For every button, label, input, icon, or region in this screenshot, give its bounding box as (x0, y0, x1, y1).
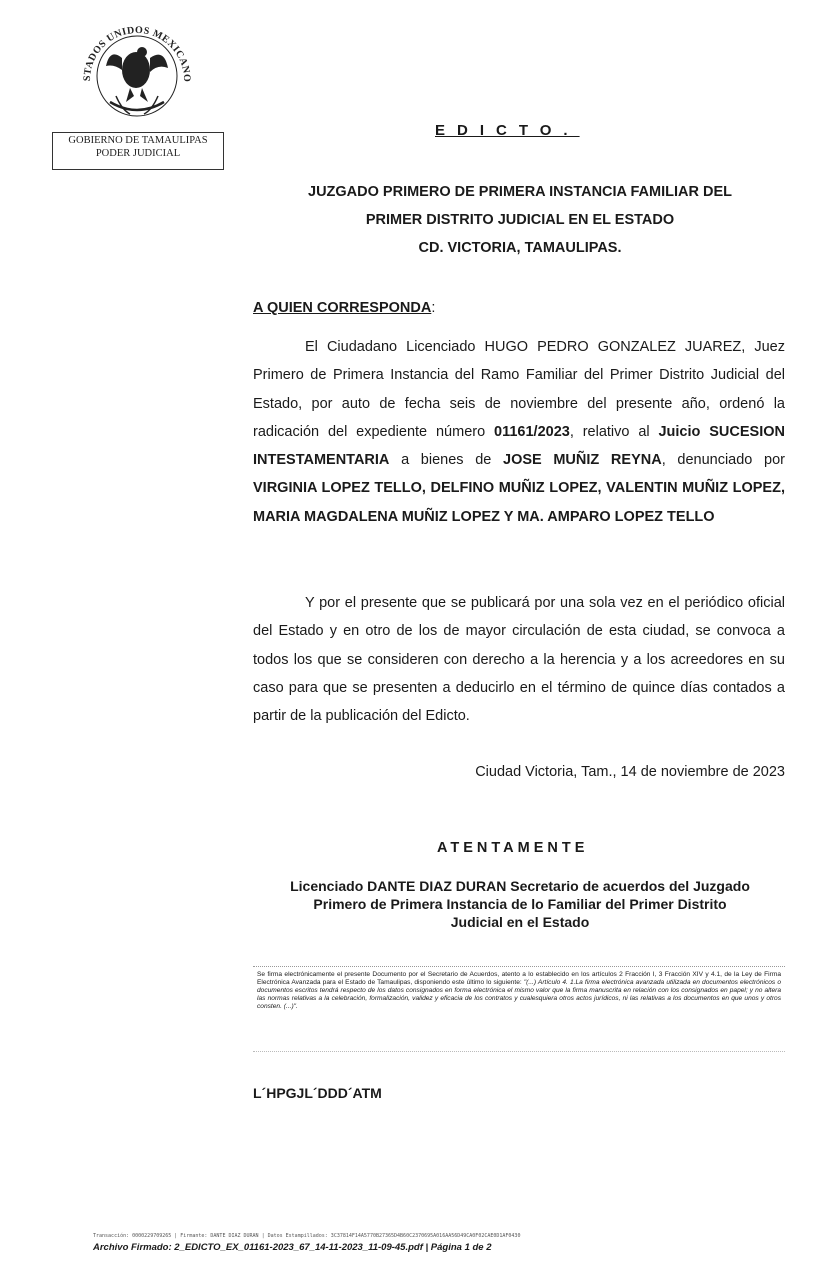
proceeding-type: Juicio SUCESION INTESTAMENTARIA (253, 423, 785, 469)
court-line-1: JUZGADO PRIMERO DE PRIMERA INSTANCIA FAMILIAR DEL (308, 184, 732, 200)
deceased-name: JOSE MUÑIZ REYNA (503, 452, 662, 469)
national-seal (70, 18, 204, 130)
court-heading (250, 178, 790, 262)
signed-file-footer: Archivo Firmado: 2_EDICTO_EX_01161-2023_67_14-11-2023_11-09-45.pdf | Página 1 de 2 (93, 1242, 492, 1253)
court-line-2: PRIMER DISTRITO JUDICIAL EN EL ESTADO (365, 212, 675, 228)
p1-text-b: , relativo al (569, 423, 659, 440)
svg-text:ESTADOS UNIDOS MEXICANOS: STADOS UNIDOS MEXICANO (81, 24, 193, 83)
transaction-line: Transacción: 0000229709265 | Firmante: DANTE DIAZ DURAN | Datos Estampillados: 3C37814F14A5770B27365D4B60C2370695A016AA56D49CA0F02CAE0D1AF0430 (93, 1233, 521, 1239)
p2-text: Y por el presente que se publicará por una sola vez en el periódico oficial del Estado y en otro de los de mayor circulación de esta ciudad, se convoca a todos los que se consideren con derecho a la herencia y a los acreedores en su caso para que se presenten a deducirlo en el término de quince días contados a partir de la publicación del Edicto. (253, 595, 785, 725)
signer-line-1: Licenciado DANTE DIAZ DURAN Secretario de acuerdos del Juzgado (290, 878, 750, 894)
government-name: GOBIERNO DE TAMAULIPAS (68, 135, 208, 146)
place-date: Ciudad Victoria, Tam., 14 de noviembre de 2023 (475, 764, 785, 780)
signer-block (250, 877, 790, 931)
p1-text-c: a bienes de (389, 452, 503, 469)
addressee-text: A QUIEN CORRESPONDA (253, 300, 432, 316)
closing-word: ATENTAMENTE (437, 840, 589, 856)
petitioners: VIRGINIA LOPEZ TELLO, DELFINO MUÑIZ LOPEZ, VALENTIN MUÑIZ LOPEZ, MARIA MAGDALENA MUÑIZ LOPEZ Y MA. AMPARO LOPEZ TELLO (253, 480, 785, 525)
case-number: 01161/2023 (494, 423, 570, 440)
p1-text-d: , denunciado por (661, 452, 785, 469)
signer-line-3: Judicial en el Estado (450, 914, 590, 930)
p1-text-a: El Ciudadano Licenciado HUGO PEDRO GONZALEZ JUAREZ, Juez Primero de Primera Instancia del Ramo Familiar del Primer Distrito Judicial del Estado, por auto de fecha seis de noviembre del presente año, ordenó la radicación del expediente número (253, 339, 785, 440)
document-title: EDICTO. (435, 122, 580, 139)
legal-note-text: Se firma electrónicamente el presente Documento por el Secretario de Acuerdos, atento a lo establecido en los artículos 2 Fracción I, 3 Fracción XIV y 4.1, de la Ley de Firma Electrónica Avanzada para el Estado de Tamaulipas, disponiendo este último lo siguiente: (257, 971, 781, 986)
addressee-colon: : (431, 300, 436, 316)
initials: L´HPGJL´DDD´ATM (253, 1085, 382, 1101)
court-line-3: CD. VICTORIA, TAMAULIPAS. (418, 240, 622, 256)
government-label-box (52, 132, 224, 170)
electronic-signature-note (253, 966, 785, 1052)
paragraph-publication (253, 589, 785, 730)
addressee (253, 300, 435, 316)
signer-line-2: Primero de Primera Instancia de lo Familiar del Primer Distrito (313, 896, 727, 912)
judicial-power: PODER JUDICIAL (95, 148, 181, 159)
legal-note-quote: "(...) Artículo 4. 1.La firma electrónica avanzada utilizada en documentos electrónicos o documentos escritos tendrá respecto de los datos consignados en forma electrónica el mismo valor que la firma manuscrita en relación con los consignados en papel; y no altera las normas relativas a la celebración, formalización, validez y eficacia de los contratos y cualesquiera otros actos jurídicos, ni las relativas a los documentos en que unos y otros consten. (...)". (257, 979, 781, 1010)
paragraph-radication (253, 333, 785, 531)
